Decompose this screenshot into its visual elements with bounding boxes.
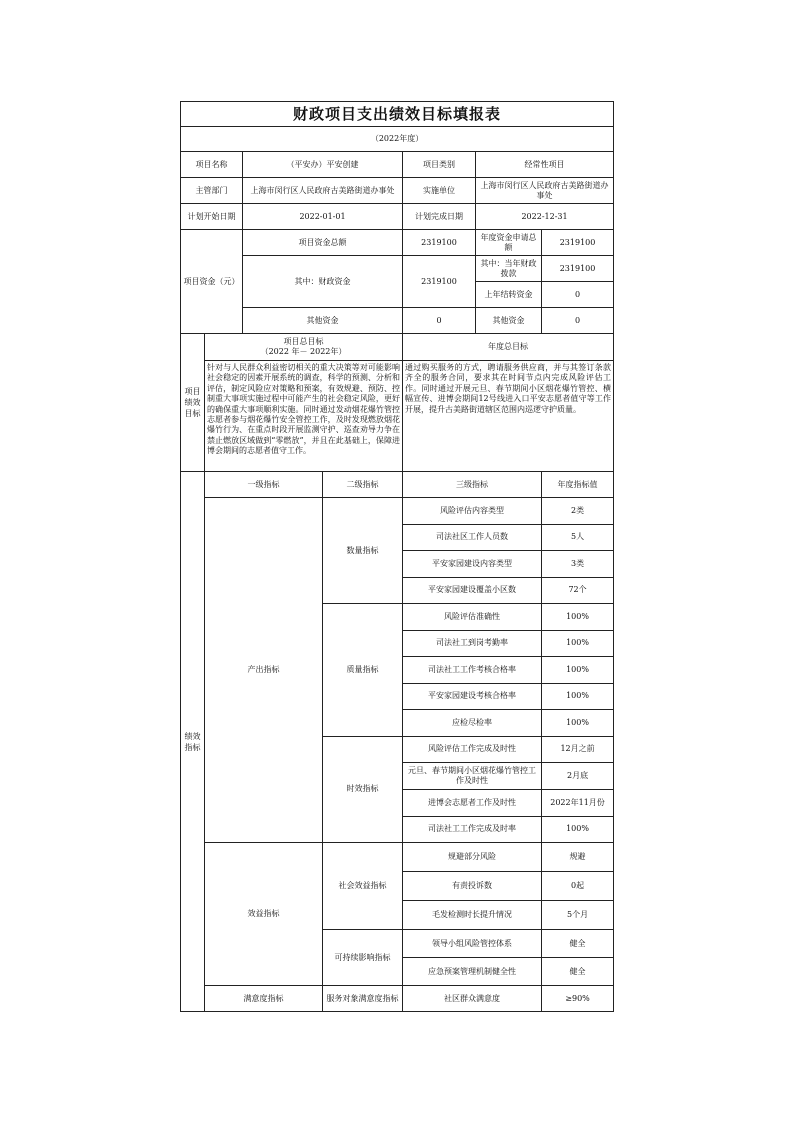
indicator-value: 2类 bbox=[542, 498, 614, 525]
header-level2: 二级指标 bbox=[323, 472, 403, 498]
quality-indicator: 质量指标 bbox=[323, 604, 403, 737]
indicator-name: 规避部分风险 bbox=[403, 843, 542, 872]
indicator-value: 100% bbox=[542, 710, 614, 737]
start-date-value: 2022-01-01 bbox=[243, 204, 403, 230]
indicator-name: 社区群众满意度 bbox=[403, 986, 542, 1012]
funds-other2-value: 0 bbox=[542, 308, 614, 334]
indicator-name: 元旦、春节期间小区烟花爆竹管控工作及时性 bbox=[403, 763, 542, 790]
indicator-value: 12月之前 bbox=[542, 736, 614, 763]
indicator-value: 72个 bbox=[542, 577, 614, 604]
timeliness-indicator: 时效指标 bbox=[323, 736, 403, 843]
funds-label: 项目资金（元） bbox=[181, 230, 243, 334]
overall-goal-title: 项目总目标 bbox=[283, 337, 324, 346]
unit-label: 实施单位 bbox=[403, 178, 476, 204]
indicator-name: 有责投诉数 bbox=[403, 872, 542, 901]
performance-target-form bbox=[180, 101, 613, 1012]
indicator-value: ≥90% bbox=[542, 986, 614, 1012]
funds-total-label: 项目资金总额 bbox=[243, 230, 403, 256]
service-satisfaction-indicator: 服务对象满意度指标 bbox=[323, 986, 403, 1012]
funds-total-value: 2319100 bbox=[403, 230, 476, 256]
funds-annual-value: 2319100 bbox=[542, 230, 614, 256]
indicator-name: 应急预案管理机制健全性 bbox=[403, 958, 542, 986]
form-title: 财政项目支出绩效目标填报表 bbox=[181, 102, 614, 127]
form-table bbox=[180, 101, 614, 1012]
funds-current-label: 其中：当年财政拨款 bbox=[476, 256, 542, 282]
header-level1: 一级指标 bbox=[205, 472, 323, 498]
unit-value: 上海市闵行区人民政府古美路街道办事处 bbox=[476, 178, 614, 204]
indicator-value: 5个月 bbox=[542, 901, 614, 930]
indicator-value: 100% bbox=[542, 657, 614, 684]
indicator-value: 100% bbox=[542, 630, 614, 657]
funds-other-value: 0 bbox=[403, 308, 476, 334]
header-level3: 三级指标 bbox=[403, 472, 542, 498]
annual-goal-text: 通过购买服务的方式，聘请服务供应商，并与其签订条款齐全的服务合同，要求其在时间节点内完成风险评估工作。同时通过开展元旦、春节期间小区烟花爆竹管控、横幅宣传、进博会期间12号线进入口平安志愿者值守等工作开展，提升古美路街道辖区范围内巡逻守护质量。 bbox=[403, 361, 614, 472]
indicator-name: 平安家园建设覆盖小区数 bbox=[403, 577, 542, 604]
end-date-label: 计划完成日期 bbox=[403, 204, 476, 230]
form-year: （2022年度） bbox=[181, 127, 614, 152]
indicator-value: 3类 bbox=[542, 551, 614, 578]
indicator-name: 司法社工工作考核合格率 bbox=[403, 657, 542, 684]
overall-goal-text: 针对与人民群众利益密切相关的重大决策等对可能影响社会稳定的因素开展系统的调查，科学的预测、分析和评估，制定风险应对策略和预案，有效规避、预防、控制重大事项实施过程中可能产生的社会稳定风险，更好的确保重大事项顺利实施。同时通过发动烟花爆竹管控志愿者参与烟花爆竹安全管控工作，及时发现燃放烟花爆竹行为、在重点时段开展监测守护、巡查劝导力争在禁止燃放区域做到“零燃放”，并且在此基础上，保障进博会期间的志愿者值守工作。 bbox=[205, 361, 403, 472]
indicator-value: 2月底 bbox=[542, 763, 614, 790]
indicator-name: 平安家园建设考核合格率 bbox=[403, 683, 542, 710]
indicators-label: 绩效指标 bbox=[181, 472, 205, 1012]
indicator-value: 100% bbox=[542, 604, 614, 631]
funds-annual-label: 年度资金申请总额 bbox=[476, 230, 542, 256]
indicator-name: 风险评估准确性 bbox=[403, 604, 542, 631]
overall-goal-header bbox=[205, 334, 403, 361]
funds-other2-label: 其他资金 bbox=[476, 308, 542, 334]
funds-carry-label: 上年结转资金 bbox=[476, 282, 542, 308]
dept-label: 主管部门 bbox=[181, 178, 243, 204]
sustainability-indicator: 可持续影响指标 bbox=[323, 930, 403, 986]
funds-other-label: 其他资金 bbox=[243, 308, 403, 334]
annual-goal-title: 年度总目标 bbox=[403, 334, 614, 361]
indicator-value: 0起 bbox=[542, 872, 614, 901]
indicator-name: 司法社工到岗考勤率 bbox=[403, 630, 542, 657]
indicator-name: 风险评估工作完成及时性 bbox=[403, 736, 542, 763]
indicator-value: 健全 bbox=[542, 930, 614, 958]
funds-fiscal-value: 2319100 bbox=[403, 256, 476, 308]
quantity-indicator: 数量指标 bbox=[323, 498, 403, 604]
overall-goal-period: （2022 年－ 2022年） bbox=[260, 347, 347, 356]
goals-label: 项目绩效目标 bbox=[181, 334, 205, 472]
project-name-value: （平安办）平安创建 bbox=[243, 152, 403, 178]
indicator-name: 进博会志愿者工作及时性 bbox=[403, 790, 542, 817]
end-date-value: 2022-12-31 bbox=[476, 204, 614, 230]
indicator-name: 领导小组风险管控体系 bbox=[403, 930, 542, 958]
project-type-label: 项目类别 bbox=[403, 152, 476, 178]
indicator-value: 100% bbox=[542, 816, 614, 843]
funds-fiscal-label: 其中：财政资金 bbox=[243, 256, 403, 308]
output-indicator: 产出指标 bbox=[205, 498, 323, 843]
header-target: 年度指标值 bbox=[542, 472, 614, 498]
funds-current-value: 2319100 bbox=[542, 256, 614, 282]
indicator-value: 2022年11月份 bbox=[542, 790, 614, 817]
indicator-name: 毛发检测时长提升情况 bbox=[403, 901, 542, 930]
start-date-label: 计划开始日期 bbox=[181, 204, 243, 230]
indicator-name: 风险评估内容类型 bbox=[403, 498, 542, 525]
project-type-value: 经常性项目 bbox=[476, 152, 614, 178]
indicator-value: 规避 bbox=[542, 843, 614, 872]
indicator-name: 应检尽检率 bbox=[403, 710, 542, 737]
satisfaction-indicator: 满意度指标 bbox=[205, 986, 323, 1012]
benefit-indicator: 效益指标 bbox=[205, 843, 323, 986]
project-name-label: 项目名称 bbox=[181, 152, 243, 178]
dept-value: 上海市闵行区人民政府古美路街道办事处 bbox=[243, 178, 403, 204]
funds-carry-value: 0 bbox=[542, 282, 614, 308]
indicator-name: 平安家园建设内容类型 bbox=[403, 551, 542, 578]
indicator-name: 司法社区工作人员数 bbox=[403, 524, 542, 551]
indicator-value: 健全 bbox=[542, 958, 614, 986]
indicator-value: 100% bbox=[542, 683, 614, 710]
social-benefit-indicator: 社会效益指标 bbox=[323, 843, 403, 930]
indicator-value: 5人 bbox=[542, 524, 614, 551]
indicator-name: 司法社工工作完成及时率 bbox=[403, 816, 542, 843]
